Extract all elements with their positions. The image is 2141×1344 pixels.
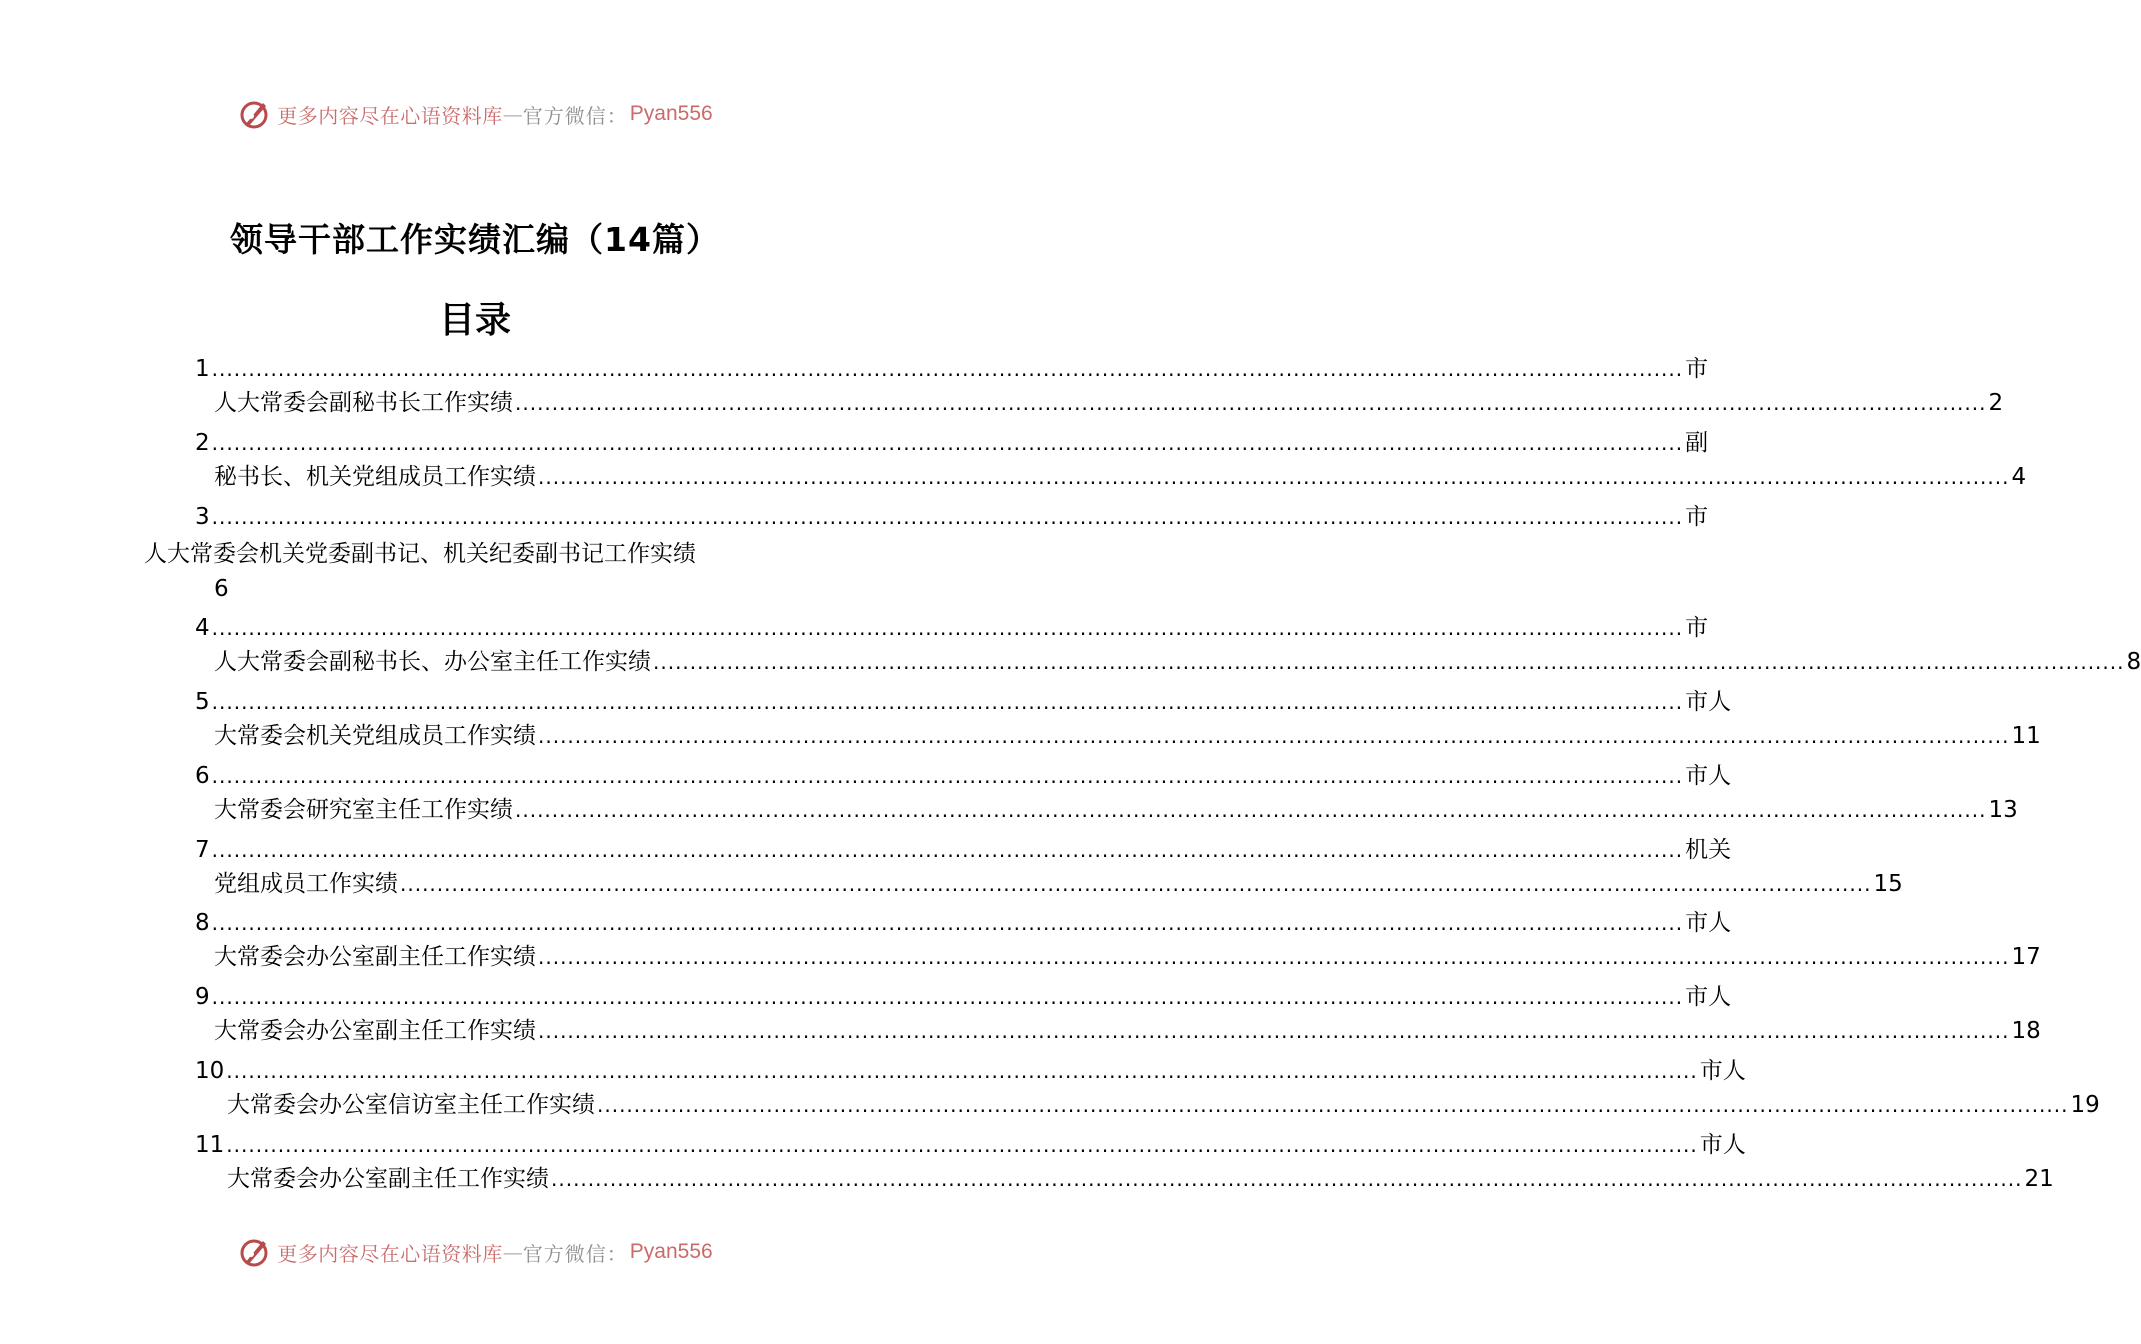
toc-page-number: 6 [214, 576, 229, 602]
toc-leader-dots: ........................................................................................................................................................................................................ [538, 945, 2010, 969]
toc-leader-dots: ........................................................................................................................................................................................................ [551, 1167, 2023, 1191]
toc-leader-dots: ........................................................................................................................................................................................................ [211, 985, 1684, 1009]
toc-leader-dots: ........................................................................................................................................................................................................ [211, 764, 1684, 788]
banner-dash: — [502, 102, 523, 126]
toc-entry-title: 大常委会办公室副主任工作实绩 [214, 1018, 536, 1044]
toc-entry-title: 大常委会机关党组成员工作实绩 [214, 723, 536, 749]
toc-leader-dots: ........................................................................................................................................................................................................ [538, 1019, 2010, 1043]
toc-leader-dots: ........................................................................................................................................................................................................ [653, 650, 2125, 674]
toc-entry-number: 6 [195, 763, 210, 789]
toc-entry-title: 大常委会研究室主任工作实绩 [214, 797, 513, 823]
toc-leader-dots: ........................................................................................................................................................................................................ [226, 1059, 1698, 1083]
pen-logo-icon [237, 97, 271, 131]
toc-entry-title-start: 机关 [1685, 837, 1732, 863]
banner-text: 更多内容尽在心语资料库 [277, 1241, 503, 1266]
toc-entry-title-start: 副 [1685, 430, 1709, 456]
toc-page-number: 13 [1988, 797, 2018, 823]
toc-entry-title: 大常委会办公室副主任工作实绩 [227, 1166, 549, 1192]
toc-entry-title-start: 市人 [1699, 1132, 1746, 1158]
toc-entry-title-start: 市 [1685, 356, 1709, 382]
toc-leader-dots: ........................................................................................................................................................................................................ [211, 911, 1684, 935]
toc-leader-dots: ........................................................................................................................................................................................................ [226, 1133, 1698, 1157]
toc-entry-number: 4 [195, 615, 210, 641]
banner-label: 官方微信： [522, 1241, 628, 1266]
toc-entry-title: 人大常委会机关党委副书记、机关纪委副书记工作实绩 [144, 541, 696, 567]
toc-leader-dots: ........................................................................................................................................................................................................ [211, 357, 1684, 381]
toc-page-number: 4 [2011, 464, 2027, 490]
toc-leader-dots: ........................................................................................................................................................................................................ [515, 391, 1987, 415]
toc-entry-number: 11 [195, 1132, 225, 1158]
toc-entry-title-start: 市人 [1699, 1058, 1746, 1084]
header-banner [0, 94, 950, 134]
toc-leader-dots: ........................................................................................................................................................................................................ [597, 1093, 2069, 1117]
document-title: 领导干部工作实绩汇编（14篇） [230, 220, 720, 259]
banner-wechat-id: Pyan556 [629, 102, 713, 125]
toc-entry-number: 10 [195, 1058, 225, 1084]
toc-entry-title-start: 市 [1685, 615, 1709, 641]
toc-leader-dots: ........................................................................................................................................................................................................ [211, 431, 1684, 455]
toc-leader-dots: ........................................................................................................................................................................................................ [211, 690, 1684, 714]
toc-entry-number: 1 [195, 356, 210, 382]
toc-page-number: 2 [1988, 390, 2004, 416]
toc-leader-dots: ........................................................................................................................................................................................................ [400, 872, 1872, 896]
toc-entry-number: 2 [195, 430, 210, 456]
banner-wechat-id: Pyan556 [629, 1240, 713, 1263]
banner-text: 更多内容尽在心语资料库 [277, 103, 503, 128]
toc-heading: 目录 [438, 300, 511, 341]
toc-entry-title-start: 市人 [1685, 763, 1732, 789]
toc-leader-dots: ........................................................................................................................................................................................................ [211, 616, 1684, 640]
toc-entry-title-start: 市人 [1685, 689, 1732, 715]
toc-page-number: 11 [2011, 723, 2041, 749]
toc-page-number: 19 [2070, 1092, 2100, 1118]
toc-entry-number: 3 [195, 504, 210, 530]
toc-entry-title: 大常委会办公室副主任工作实绩 [214, 944, 536, 970]
toc-leader-dots: ........................................................................................................................................................................................................ [211, 838, 1684, 862]
toc-entry-title-start: 市人 [1685, 984, 1732, 1010]
toc-page-number: 17 [2011, 944, 2041, 970]
toc-entry-title-start: 市人 [1685, 910, 1732, 936]
toc-page-number: 8 [2126, 649, 2141, 675]
toc-leader-dots: ........................................................................................................................................................................................................ [538, 465, 2010, 489]
toc-entry-number: 7 [195, 837, 210, 863]
toc-leader-dots: ........................................................................................................................................................................................................ [211, 505, 1684, 529]
toc-page-number: 18 [2011, 1018, 2041, 1044]
banner-label: 官方微信： [522, 103, 628, 128]
toc-entry-title: 大常委会办公室信访室主任工作实绩 [227, 1092, 595, 1118]
banner-dash: — [502, 1240, 523, 1264]
toc-entry-title: 党组成员工作实绩 [214, 871, 398, 897]
toc-entry-number: 9 [195, 984, 210, 1010]
toc-page-number: 21 [2024, 1166, 2054, 1192]
toc-entry-title: 人大常委会副秘书长、办公室主任工作实绩 [214, 649, 651, 675]
toc-leader-dots: ........................................................................................................................................................................................................ [515, 798, 1987, 822]
pen-logo-icon [237, 1235, 271, 1269]
toc-entry-title-start: 市 [1685, 504, 1709, 530]
toc-page-number: 15 [1873, 871, 1903, 897]
footer-banner [0, 1232, 950, 1272]
toc-leader-dots: ........................................................................................................................................................................................................ [538, 724, 2010, 748]
toc-entry-number: 8 [195, 910, 210, 936]
toc-entry-number: 5 [195, 689, 210, 715]
toc-entry-title: 人大常委会副秘书长工作实绩 [214, 390, 513, 416]
toc-entry-title: 秘书长、机关党组成员工作实绩 [214, 464, 536, 490]
